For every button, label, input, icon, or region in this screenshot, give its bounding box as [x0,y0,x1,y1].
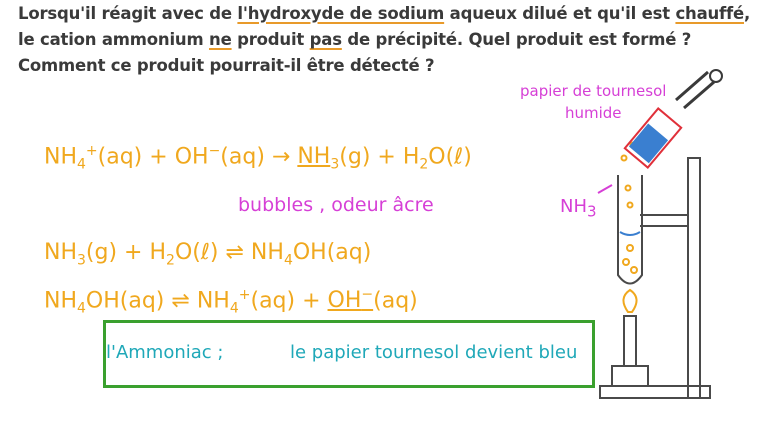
bubble [622,156,627,161]
stand-rod [688,158,700,398]
retort-stand [600,158,710,398]
gas-label-text: NH [560,196,587,217]
observation-label: bubbles , odeur âcre [238,194,434,216]
solution-surface [620,232,640,235]
burner-base [612,366,648,386]
eq-sub: 2 [419,156,429,173]
eq-text: OH(aq) ⇌ NH [85,288,230,314]
eq-text: (aq) + [250,288,328,314]
eq-text: (aq) → [220,144,298,170]
test-tube [618,143,642,284]
gas-label-sub: 3 [587,202,597,221]
question-text: produit [231,30,310,49]
eq-sup: + [85,143,98,159]
question-text: , [744,4,751,23]
litmus-label-line-2: humide [564,104,622,122]
bubble [627,245,633,251]
eq-sub: 3 [330,156,340,173]
gas-pointer [598,185,612,193]
eq-text: (g) + H [85,240,167,265]
conclusion-product: l'Ammoniac ; [106,342,224,363]
question-text-underlined: pas [309,30,342,49]
eq-text: O(ℓ) [428,144,472,170]
bubble [623,259,629,265]
eq-text: (aq) [373,288,418,314]
eq-text: NH [44,288,77,314]
litmus-label-line-1: papier de tournesol [520,82,667,100]
tongs-grip [710,70,722,82]
question-line-3: Comment ce produit pourrait-il être détecté ? [18,56,435,75]
bubble [628,203,633,208]
eq-text: NH [44,144,77,170]
eq-text: OH [327,288,362,314]
question-text: le cation ammonium [18,30,210,49]
question-text: de précipité. Quel produit est formé ? [341,30,692,49]
eq-text: (g) + H [339,144,420,170]
eq-sub: 4 [283,252,293,269]
eq-sup: − [208,143,221,159]
eq-sub: 2 [166,252,175,269]
conclusion-test: le papier tournesol devient bleu [290,342,578,363]
eq-text: OH(aq) [292,240,372,265]
burner-tube [624,316,636,366]
eq-sub: 3 [77,252,86,269]
eq-sub: 4 [77,156,86,173]
tongs-icon [676,72,714,108]
eq-text: NH [297,144,331,170]
eq-text: (aq) + OH [97,144,209,170]
question-text-underlined: ne [209,30,232,49]
stand-clamp [640,215,688,226]
eq-text: O(ℓ) ⇌ NH [174,240,284,265]
bubble [631,267,637,273]
question-text: aqueux dilué et qu'il est [444,4,676,23]
question-text-underlined: l'hydroxyde de sodium [237,4,445,23]
bunsen-burner [612,290,648,386]
flame-icon [623,290,636,312]
question-text-underlined: chauffé [675,4,744,23]
eq-sub: 4 [229,300,239,317]
eq-sub: 4 [77,300,86,317]
bubble [626,186,631,191]
question-text: Lorsqu'il réagit avec de [18,4,238,23]
stand-base [600,386,710,398]
eq-text: NH [44,240,77,265]
litmus-paper [625,70,722,168]
eq-sup: + [238,287,251,303]
eq-sup: − [361,287,374,303]
test-tube-outline [618,175,642,284]
